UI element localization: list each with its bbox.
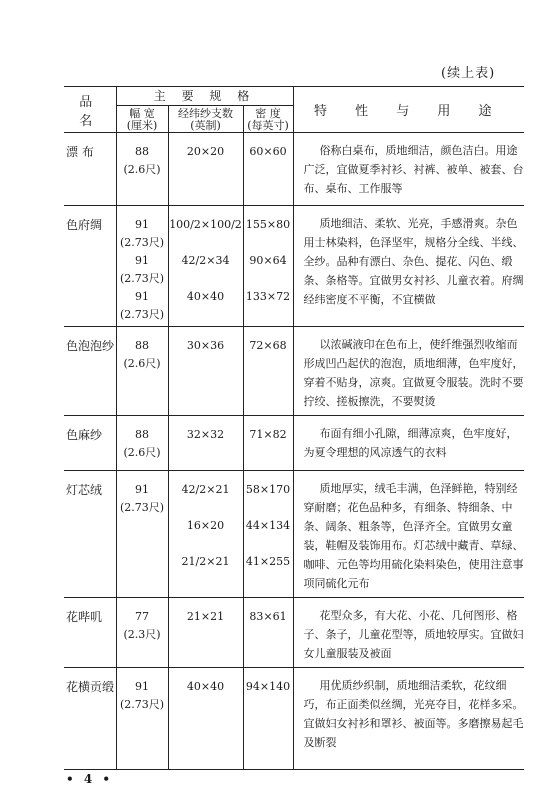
width-value: (2.73尺): [119, 272, 165, 285]
density-cell: [243, 206, 293, 327]
density-cell: [243, 471, 293, 598]
count-value: 16×20: [186, 519, 225, 532]
count-value: 100/2×100/2: [169, 218, 242, 231]
header-width-unit: (厘米): [126, 119, 158, 132]
count-cell: [168, 668, 243, 770]
use-text: 俗称白桌布，质地细洁，颜色洁白。用途广泛，宜做夏季衬衫、衬裤、被单、被套、台布、桌布、工作服等: [293, 133, 524, 206]
width-cell: [116, 471, 168, 598]
width-value: 77: [135, 610, 149, 623]
density-cell: [243, 668, 293, 770]
width-cell: [116, 416, 168, 471]
fabric-name: 灯芯绒: [64, 471, 116, 598]
density-value: 133×72: [245, 290, 291, 303]
use-text: 质地厚实，绒毛丰满，色泽鲜艳，特别经穿耐磨；花色品种多，有细条、特细条、中条、阔条、粗条等，色泽齐全。宜做男女童装，鞋帽及装饰用布。灯芯绒中藏青、草绿、咖啡、元色等均用硫化染料染色，使用注意事项同硫化元布: [293, 471, 524, 598]
count-cell: [168, 327, 243, 416]
page-number: • 4 •: [66, 772, 114, 786]
table-row: [64, 668, 524, 770]
table-row: [64, 471, 524, 598]
width-value: (2.6尺): [123, 357, 161, 370]
count-value: 42/2×34: [181, 254, 230, 267]
header-main-spec: 主 要 规 格: [116, 87, 293, 106]
header-density-unit: (每英寸): [247, 119, 289, 132]
count-value: 40×40: [186, 290, 225, 303]
density-value: 58×170: [245, 483, 291, 496]
density-cell: [243, 133, 293, 206]
count-value: 42/2×21: [181, 483, 230, 496]
width-value: 91: [135, 254, 149, 267]
density-value: 155×80: [245, 218, 291, 231]
count-value: 21/2×21: [181, 555, 230, 568]
width-cell: [116, 206, 168, 327]
count-value: 40×40: [186, 680, 225, 693]
width-value: 91: [135, 680, 149, 693]
width-value: 88: [135, 145, 149, 158]
count-value: 32×32: [186, 428, 225, 441]
width-cell: [116, 598, 168, 668]
count-value: 20×20: [186, 145, 225, 158]
count-value: 30×36: [186, 339, 225, 352]
width-value: (2.3尺): [123, 628, 161, 641]
table-row: [64, 416, 524, 471]
width-value: (2.73尺): [119, 236, 165, 249]
fabric-spec-table: [64, 86, 524, 770]
width-value: 91: [135, 483, 149, 496]
width-value: (2.73尺): [119, 308, 165, 321]
header-use: 特 性 与 用 途: [293, 87, 524, 133]
header-density-label: 密 度: [255, 107, 281, 120]
count-cell: [168, 416, 243, 471]
use-text: 花型众多，有大花、小花、几何图形、格子、条子，儿童花型等，质地较厚实。宜做妇女儿童服装及被面: [293, 598, 524, 668]
density-value: 41×255: [245, 555, 291, 568]
count-cell: [168, 133, 243, 206]
width-value: (2.6尺): [123, 446, 161, 459]
width-value: 88: [135, 339, 149, 352]
header-width: [116, 106, 168, 133]
header-density: [243, 106, 293, 133]
use-text: 以浓碱液印在色布上，使纤维强烈收缩而形成凹凸起伏的泡泡，质地细薄，色牢度好，穿着不贴身，凉爽。宜做夏令服装。洗时不要拧绞、搓板擦洗，不要熨烫: [293, 327, 524, 416]
count-cell: [168, 598, 243, 668]
fabric-name: 色麻纱: [64, 416, 116, 471]
density-value: 90×64: [249, 254, 287, 267]
density-value: 60×60: [249, 145, 287, 158]
fabric-name: 色府绸: [64, 206, 116, 327]
table-row: [64, 133, 524, 206]
density-value: 44×134: [245, 519, 291, 532]
width-value: 88: [135, 428, 149, 441]
fabric-name: 色泡泡纱: [64, 327, 116, 416]
header-count: [168, 106, 243, 133]
table-row: [64, 327, 524, 416]
header-width-label: 幅 宽: [129, 107, 155, 120]
header-name: 品 名: [79, 94, 101, 129]
width-value: (2.6尺): [123, 163, 161, 176]
count-cell: [168, 206, 243, 327]
density-value: 94×140: [245, 680, 291, 693]
use-text: 布面有细小孔隙，细薄凉爽，色牢度好，为夏令理想的风凉透气的衣料: [293, 416, 524, 471]
density-value: 71×82: [249, 428, 287, 441]
width-value: 91: [135, 290, 149, 303]
density-value: 83×61: [249, 610, 287, 623]
width-value: (2.73尺): [119, 698, 165, 711]
count-value: 21×21: [186, 610, 225, 623]
fabric-name: 漂 布: [64, 133, 116, 206]
header-count-unit: (英制): [190, 119, 221, 132]
density-cell: [243, 416, 293, 471]
continued-label: (续上表): [441, 66, 496, 81]
fabric-name: 花哔叽: [64, 598, 116, 668]
use-text: 质地细洁、柔软、光亮，手感滑爽。杂色用士林染料，色泽坚牢，规格分全线、半线、全纱。品种有漂白、杂色、提花、闪色、缎条、条格等。宜做男女衬衫、儿童衣着。府绸经纬密度不平衡，不宜横做: [293, 206, 524, 327]
count-cell: [168, 471, 243, 598]
width-value: 91: [135, 218, 149, 231]
width-value: (2.73尺): [119, 501, 165, 514]
use-text: 用优质纱织制，质地细洁柔软，花纹细巧，布正面类似丝绸，光亮夺目，花样多采。宜做妇女衬衫和罩衫、被面等。多磨擦易起毛及断裂: [293, 668, 524, 770]
width-cell: [116, 668, 168, 770]
table-row: [64, 206, 524, 327]
width-cell: [116, 133, 168, 206]
header-count-label: 经纬纱支数: [178, 107, 233, 120]
density-value: 72×68: [249, 339, 287, 352]
width-cell: [116, 327, 168, 416]
density-cell: [243, 598, 293, 668]
table-row: [64, 598, 524, 668]
fabric-name: 花横贡缎: [64, 668, 116, 770]
density-cell: [243, 327, 293, 416]
